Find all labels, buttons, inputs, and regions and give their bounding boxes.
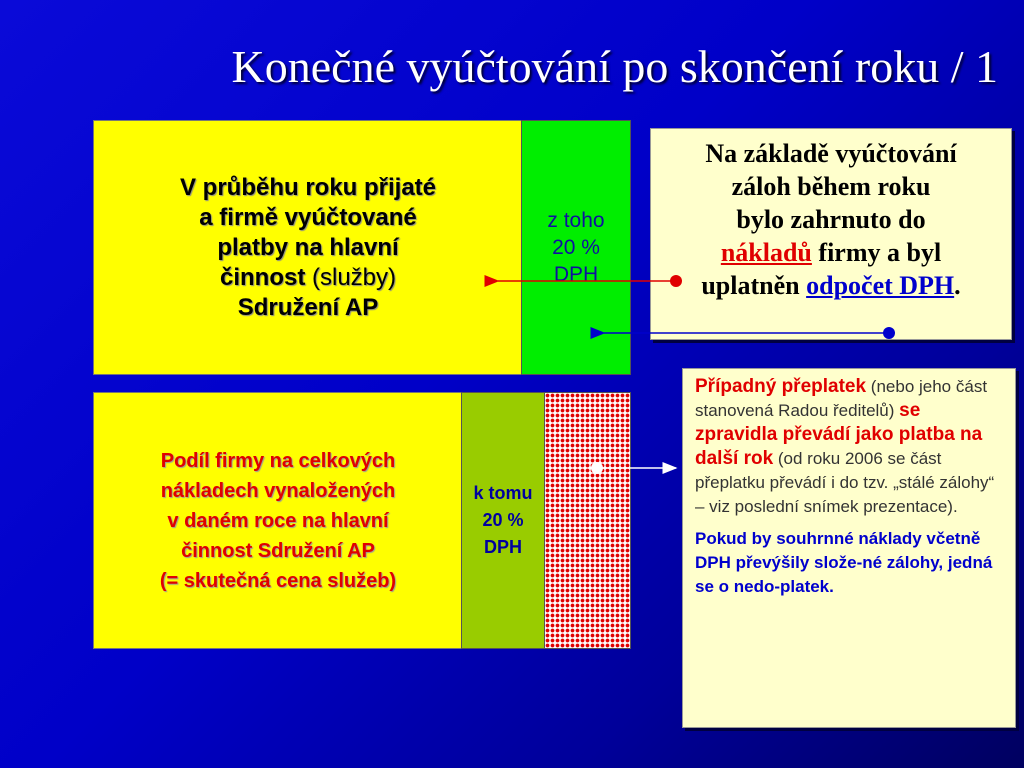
cost-note-line-3: bylo zahrnuto do <box>736 205 926 234</box>
received-line-4-plain: (služby) <box>312 263 397 291</box>
vat-included-line-1: z toho <box>547 209 605 232</box>
received-line-1: V průběhu roku přijaté <box>179 173 437 201</box>
vat-included-line-3: DPH <box>553 263 599 286</box>
vat-added-line-3: DPH <box>483 537 522 557</box>
vat-deduction-highlight: odpočet DPH <box>806 271 955 300</box>
slide-title: Konečné vyúčtování po skončení roku / 1 <box>231 41 998 92</box>
cost-note-line-2: záloh během roku <box>731 172 931 201</box>
overpayment-red-1: Případný přeplatek <box>695 376 867 397</box>
blue-arrow <box>604 327 895 339</box>
firm-share-line-4: činnost Sdružení AP <box>181 539 375 562</box>
cost-note-line-4-rest: firmy a byl <box>818 238 942 267</box>
received-line-4-bold: činnost <box>219 263 306 291</box>
overpayment-red-2: se zpravidla převádí jako platba na další rok <box>695 400 983 469</box>
costs-highlight: nákladů <box>720 238 812 267</box>
overpayment-normal-1: (nebo jeho část stanovená Radou ředitelů) <box>695 377 988 420</box>
overpayment-normal-2: (od roku 2006 se část přeplatku převádí i do tzv. „stálé zálohy“ – viz poslední snímek prezentace). <box>695 449 995 516</box>
cost-note-line-1: Na základě vyúčtování <box>705 139 957 168</box>
firm-share-line-3: v daném roce na hlavní <box>167 509 389 532</box>
received-line-2: a firmě vyúčtované <box>199 203 417 231</box>
firm-share-line-1: Podíl firmy na celkových <box>160 449 396 472</box>
red-arrow <box>498 275 682 287</box>
cost-note-line-5-end: . <box>954 271 961 300</box>
underpayment-text: Pokud by souhrnné náklady včetně DPH převýšily slože-né zálohy, jedná se o nedo-platek. <box>695 529 993 596</box>
vat-included-line-2: 20 % <box>552 236 600 259</box>
received-line-3: platby na hlavní <box>217 233 399 261</box>
cost-note-line-5-pre: uplatněn <box>701 271 800 300</box>
firm-share-line-5: (= skutečná cena služeb) <box>159 569 397 592</box>
firm-share-line-2: nákladech vynaložených <box>160 479 396 502</box>
white-arrow <box>591 462 676 474</box>
vat-added-line-2: 20 % <box>482 510 524 530</box>
received-line-5: Sdružení AP <box>237 293 379 321</box>
vat-added-line-1: k tomu <box>473 483 533 503</box>
